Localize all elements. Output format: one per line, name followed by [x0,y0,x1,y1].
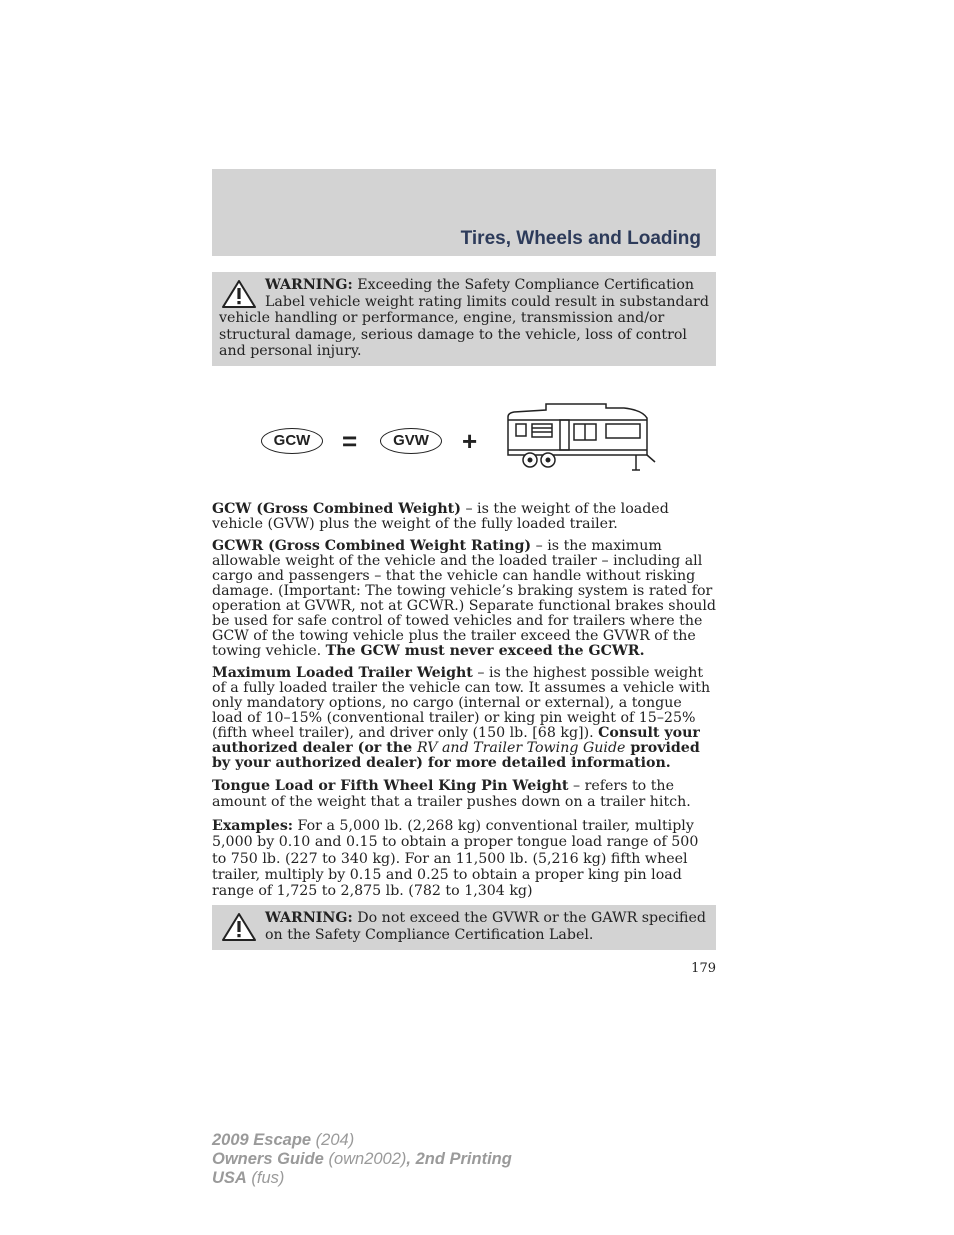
page-number: 179 [691,961,716,976]
document-footer [212,1131,512,1188]
gcw-term: GCW (Gross Combined Weight) [212,501,461,517]
examples-term: Examples: [212,817,294,834]
mltw-definition [212,666,716,771]
footer-line-3 [212,1169,512,1188]
section-header [212,169,716,256]
gcw-def: – is the weight of the loaded vehicle (GVW) plus the weight of the fully loaded trailer. [212,501,669,532]
warning-triangle-icon [221,279,257,309]
warning-label: WARNING: [265,277,353,293]
gcw-oval: GCW [261,428,323,454]
warning-triangle-icon [221,912,257,942]
warning-text: Exceeding the Safety Compliance Certification Label vehicle weight rating limits could result in substandard vehicle handling or performance, engine, transmission and/or structural damage, serious damage to the vehicle, loss of control and personal injury. [219,277,709,359]
equals-sign: = [342,426,358,456]
towing-guide-title: RV and Trailer Towing Guide [417,740,626,756]
gcwr-emphasis: The GCW must never exceed the GCWR. [325,643,645,659]
warning-text: Do not exceed the GVWR or the GAWR specified on the Safety Compliance Certification Label. [265,910,706,943]
footer-guide: Owners Guide [212,1150,324,1168]
tongue-term: Tongue Load or Fifth Wheel King Pin Weight [212,778,569,794]
gcwr-def: – is the maximum allowable weight of the vehicle and the loaded trailer – including all cargo and passengers – that the vehicle can handle without risking damage. (Important: The towing vehicle’s braking system is rated for operation at GVWR, not at GCWR.) Separate functional brakes should be used for safe control of towed vehicles and for trailers where the GCW of the towing vehicle plus the trailer exceed the GVWR of the towing vehicle. [212,538,717,659]
footer-model-code: (204) [311,1131,355,1149]
body-text [212,502,716,907]
examples-paragraph [212,818,716,900]
footer-region-code: (fus) [246,1169,285,1187]
mltw-def: – is the highest possible weight of a fully loaded trailer the vehicle can tow. It assumes a vehicle with only mandatory options, no cargo (internal or external), a tongue load of 10–15% (conventional trailer) or king pin weight of 15–25% (fifth wheel trailer), and driver only (150 lb. [68 kg]). [212,665,711,741]
gcwr-definition [212,539,716,659]
travel-trailer-icon [502,400,657,477]
warning-box-weight-limits [212,272,716,366]
warning-box-gvwr [212,905,716,950]
mltw-emphasis-2: provided by your authorized dealer) for more detailed information. [212,740,700,771]
examples-def: For a 5,000 lb. (2,268 kg) conventional trailer, multiply 5,000 by 0.10 and 0.15 to obtain a proper tongue load range of 500 to 750 lb. (227 to 340 kg). For an 11,500 lb. (5,216 kg) fifth wheel trailer, multiply by 0.15 and 0.25 to obtain a proper king pin load range of 1,725 to 2,875 lb. (782 to 1,304 kg) [212,817,699,900]
gvw-oval: GVW [380,428,442,454]
tongue-def: – refers to the amount of the weight that a trailer pushes down on a trailer hitch. [212,778,691,811]
mltw-term: Maximum Loaded Trailer Weight [212,665,473,681]
plus-sign: + [462,426,478,456]
section-title: Tires, Wheels and Loading [460,228,701,249]
footer-model: 2009 Escape [212,1131,312,1149]
gcwr-term: GCWR (Gross Combined Weight Rating) [212,538,532,554]
footer-line-2 [212,1150,512,1169]
tongue-load-definition [212,778,716,811]
footer-line-1 [212,1131,512,1150]
gcw-definition [212,502,716,532]
footer-guide-code: (own2002) [323,1150,407,1168]
footer-printing: , 2nd Printing [406,1150,512,1168]
warning-label: WARNING: [265,910,353,926]
footer-region: USA [212,1169,247,1187]
gcw-diagram [212,395,716,477]
mltw-emphasis-1: Consult your authorized dealer (or the [212,725,700,756]
